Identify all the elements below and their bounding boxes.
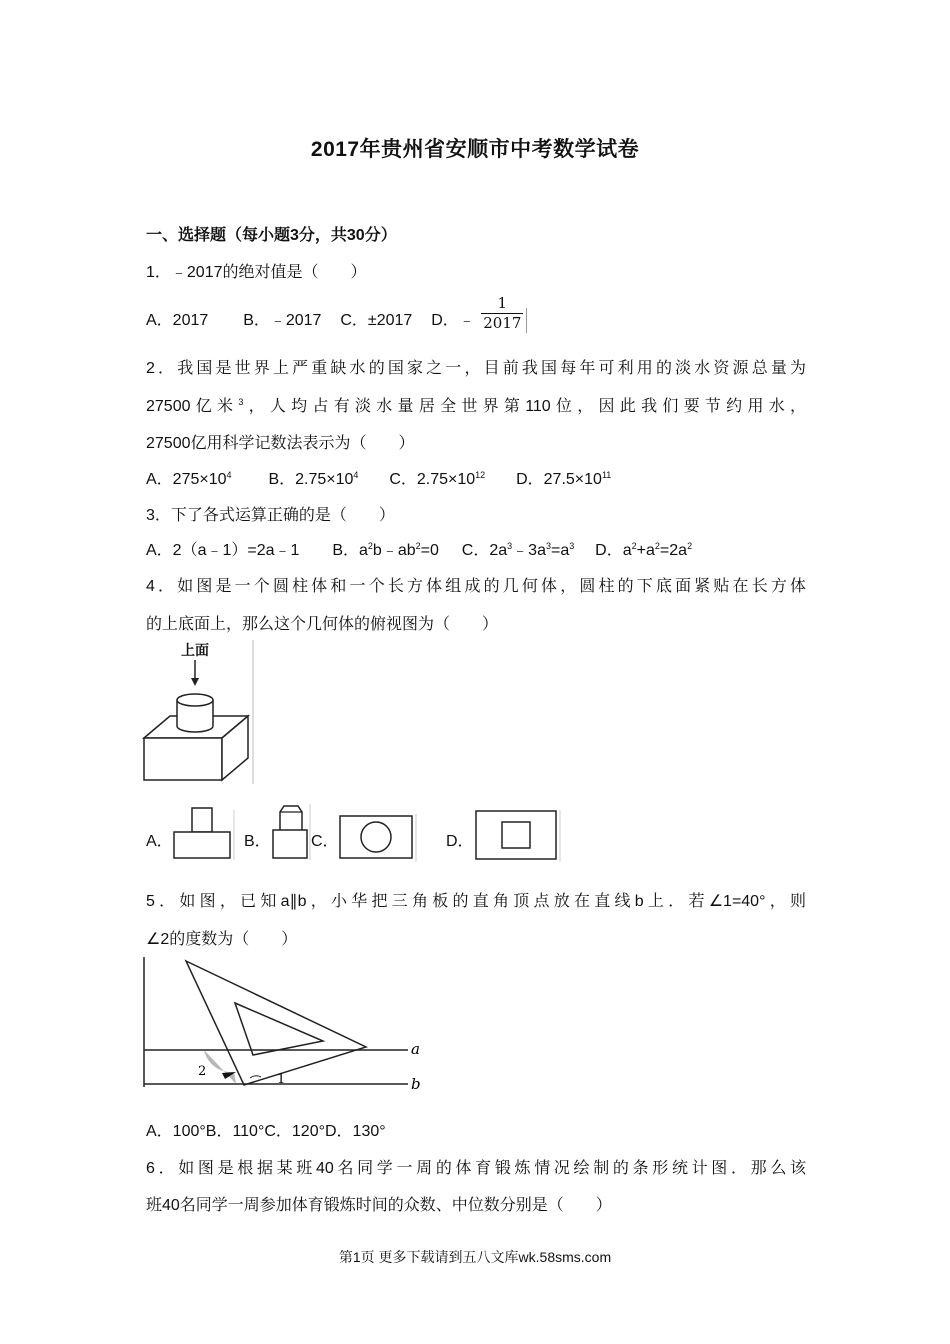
q3-option-d: D．$a^2+a^2=2a^2$ bbox=[595, 541, 693, 559]
page-title: 2017年贵州省安顺市中考数学试卷 bbox=[310, 138, 640, 161]
section-heading: 一、选择题（每小题3分，共30分） bbox=[146, 227, 397, 244]
q2-line2: 27500亿米$^3$，人均占有淡水量居全世界第110位，因此我们要节约用水， bbox=[146, 397, 806, 415]
q4-solid-figure bbox=[140, 638, 260, 788]
q1-fraction bbox=[481, 294, 527, 333]
q1-fraction-numerator: 1 bbox=[481, 294, 523, 314]
q2-option-c: C．$2.75\times 10^{12}$ bbox=[389, 470, 486, 488]
q4-option-c-figure[interactable] bbox=[337, 812, 419, 864]
q5-options: A．100°B．110°C．120°D．130° bbox=[146, 1123, 386, 1140]
q4-option-d-figure[interactable] bbox=[473, 808, 563, 864]
q4-option-d[interactable]: D． bbox=[446, 833, 474, 850]
q1-fraction-denominator: 2017 bbox=[483, 314, 522, 333]
q3-option-a: A．2（a﹣1）=2a﹣1 bbox=[146, 542, 300, 559]
page-footer: 第1页 更多下载请到五八文库wk.58sms.com bbox=[338, 1249, 612, 1265]
q4-option-a[interactable]: A． bbox=[146, 833, 173, 850]
q4-option-b-figure[interactable] bbox=[268, 802, 314, 862]
q4-option-a-figure[interactable] bbox=[170, 806, 236, 862]
q2-options bbox=[146, 466, 611, 489]
q5-line-b-label: b bbox=[411, 1075, 421, 1093]
q2-option-a: A．$275\times 10^4$ bbox=[146, 470, 232, 488]
q1-option-c: C．±2017 bbox=[340, 312, 413, 329]
q3-stem: 3．下了各式运算正确的是（ ） bbox=[146, 507, 395, 524]
q4-line1: 4．如图是一个圆柱体和一个长方体组成的几何体，圆柱的下底面紧贴在长方体 bbox=[146, 578, 806, 595]
q5-line1: 5．如图，已知a∥b，小华把三角板的直角顶点放在直线b上．若∠1=40°，则 bbox=[146, 893, 806, 910]
q4-option-b[interactable]: B． bbox=[244, 833, 271, 850]
q2-line1: 2．我国是世界上严重缺水的国家之一，目前我国每年可利用的淡水资源总量为 bbox=[146, 360, 806, 377]
q6-line2: 班40名同学一周参加体育锻炼时间的众数、中位数分别是（ ） bbox=[146, 1197, 612, 1214]
q1-options bbox=[146, 294, 527, 333]
q5-triangle-figure bbox=[140, 955, 440, 1095]
q4-figure-label: 上面 bbox=[181, 642, 209, 658]
q3-options bbox=[146, 537, 692, 560]
q1-option-d: D．﹣ bbox=[431, 312, 475, 329]
q1-option-b: B．﹣2017 bbox=[243, 312, 322, 329]
q2-option-d: D．$27.5\times 10^{11}$ bbox=[516, 470, 612, 488]
q1-stem: 1．﹣2017的绝对值是（ ） bbox=[146, 264, 367, 281]
q1-option-a: A．2017 bbox=[146, 312, 209, 329]
q5-angle-2-label: 2 bbox=[198, 1064, 207, 1079]
q2-line3: 27500亿用科学记数法表示为（ ） bbox=[146, 435, 415, 452]
q4-option-c[interactable]: C． bbox=[311, 833, 339, 850]
q5-line2: ∠2的度数为（ ） bbox=[146, 931, 298, 948]
q3-option-c: C．$2a^3﹣3a^3=a^3$ bbox=[461, 541, 575, 559]
q2-option-b: B．$2.75\times 10^4$ bbox=[268, 470, 359, 488]
q3-option-b: B．$a^2b﹣ab^2=0$ bbox=[332, 541, 439, 559]
q5-angle-1-label: 1 bbox=[277, 1072, 286, 1087]
q4-line2: 的上底面上，那么这个几何体的俯视图为（ ） bbox=[146, 616, 499, 633]
q6-line1: 6．如图是根据某班40名同学一周的体育锻炼情况绘制的条形统计图．那么该 bbox=[146, 1160, 806, 1177]
q5-line-a-label: a bbox=[411, 1040, 420, 1058]
